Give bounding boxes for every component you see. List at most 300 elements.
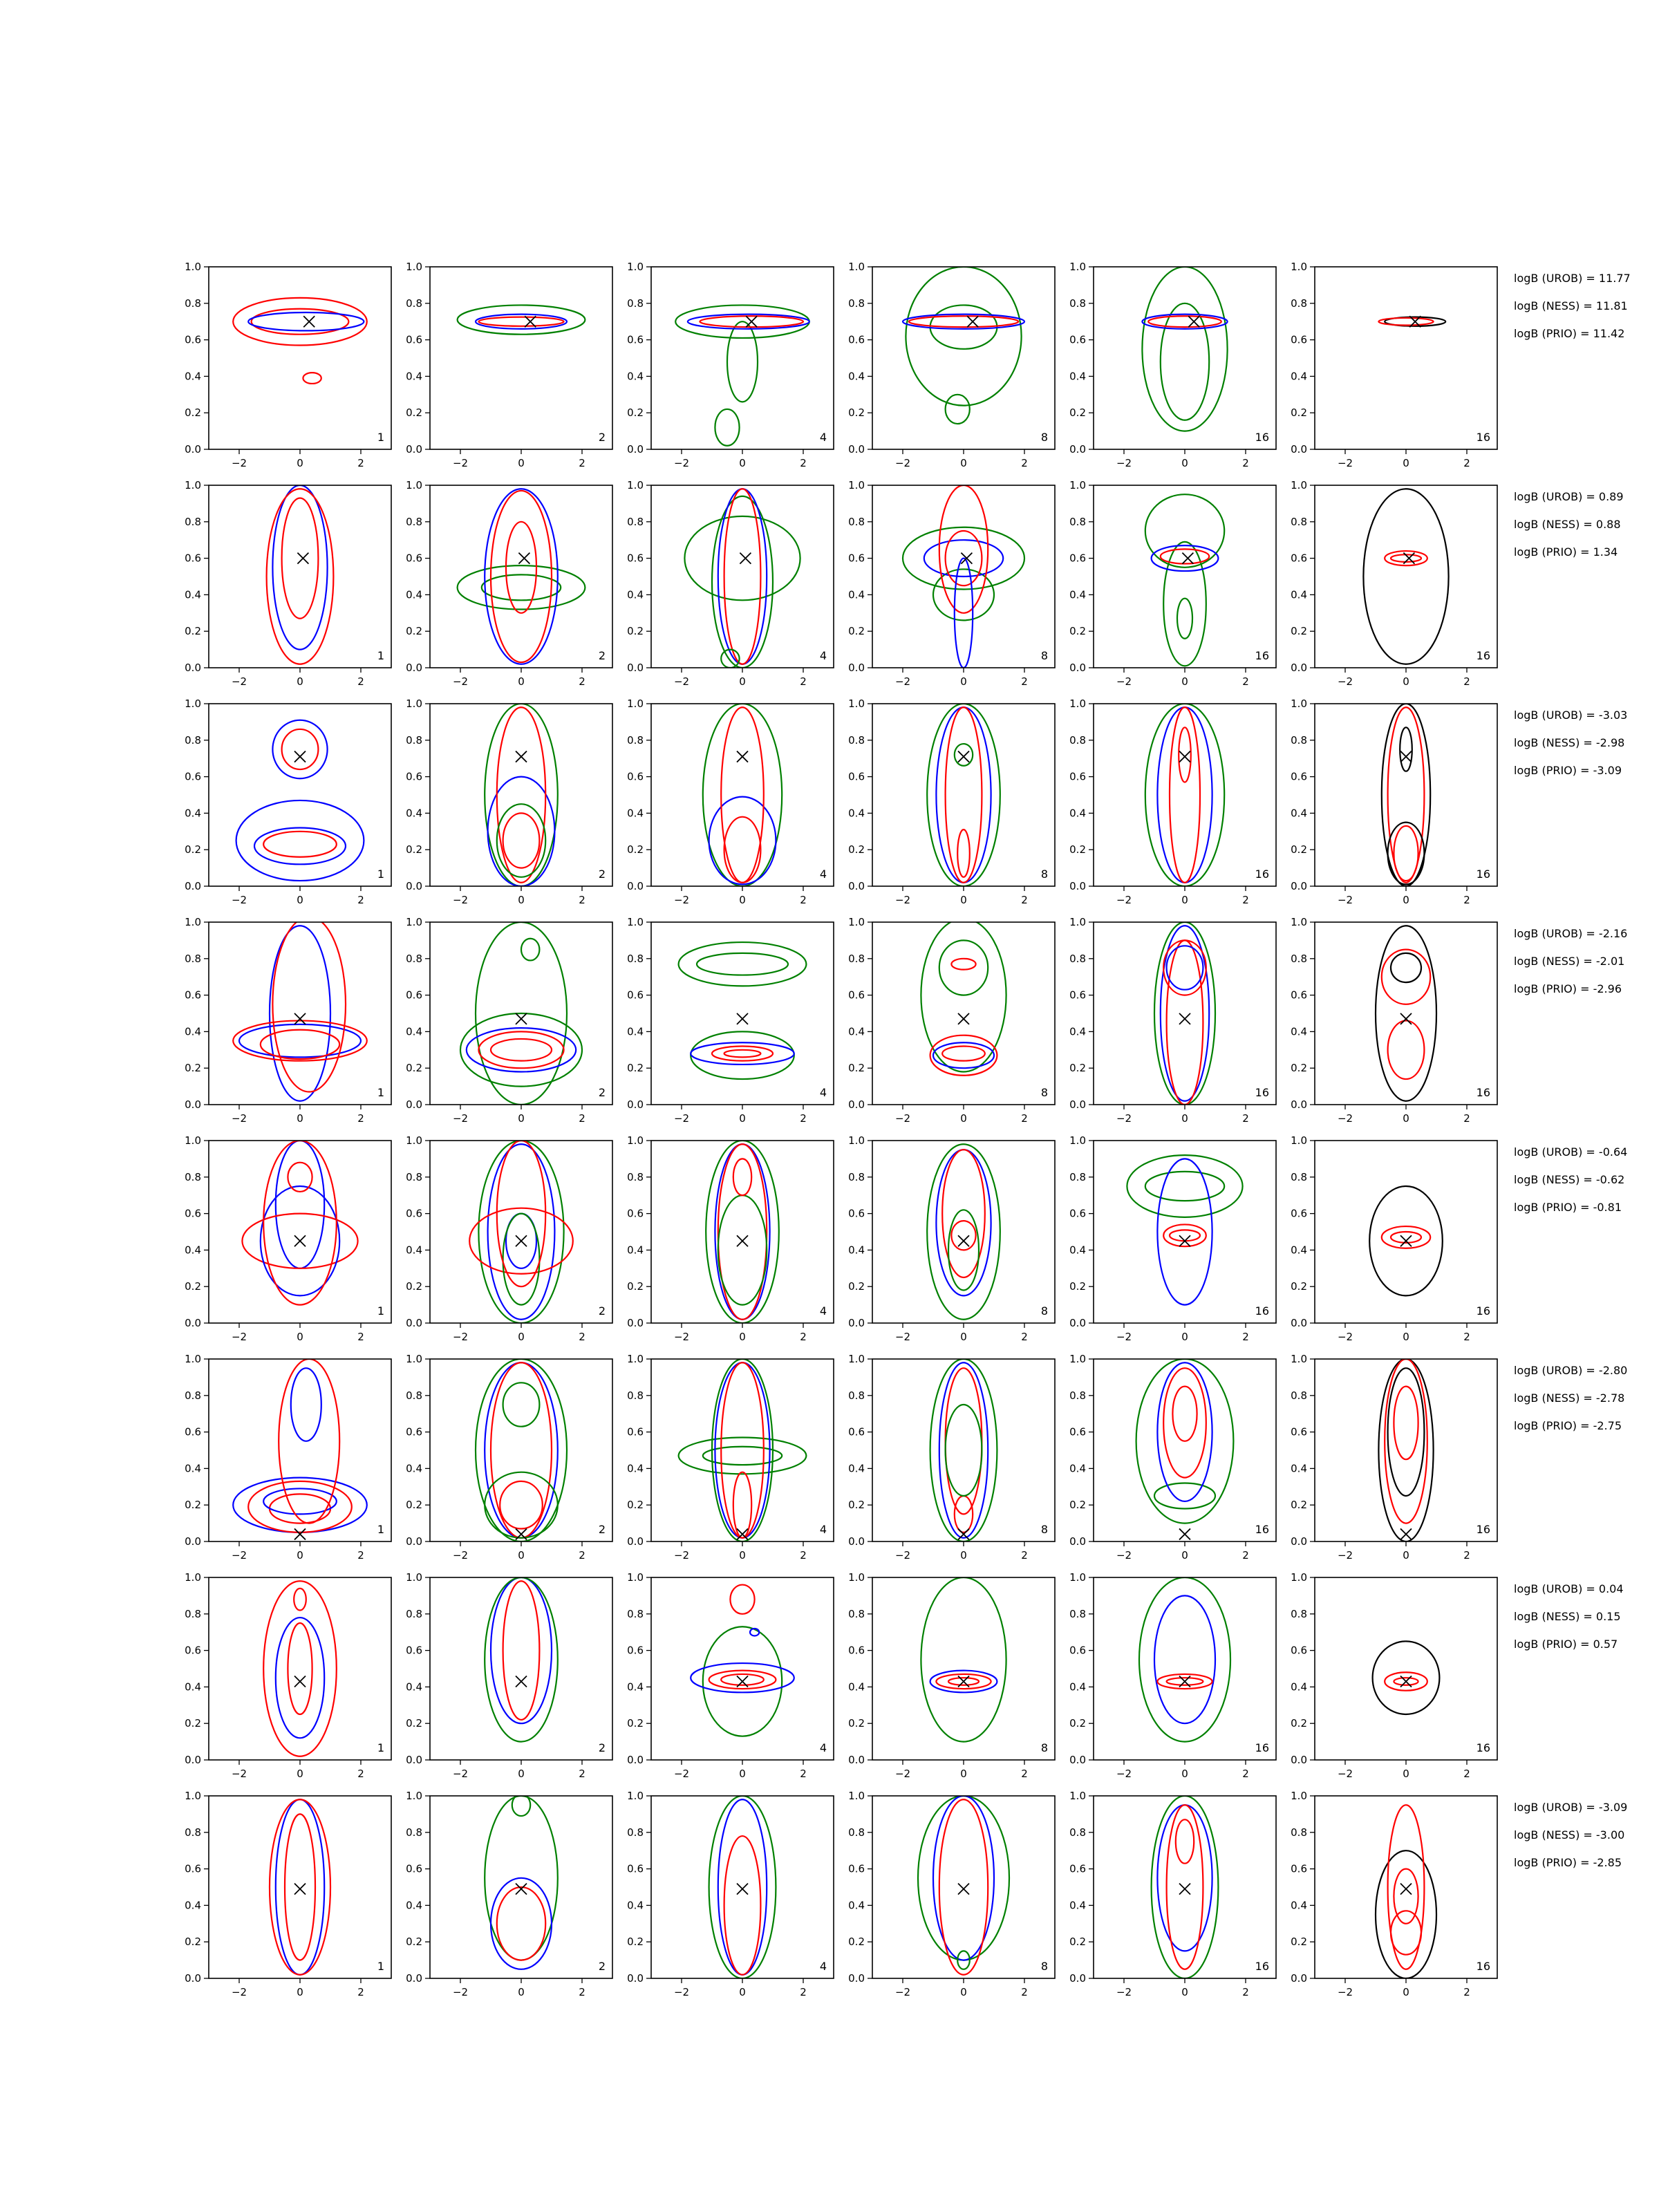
y-tick-label: 1.0 — [627, 1134, 644, 1147]
subplot-corner-label: 16 — [1476, 1960, 1490, 1973]
y-tick-label: 0.0 — [1069, 1972, 1086, 1985]
y-tick-label: 0.0 — [406, 1098, 422, 1111]
y-tick-label: 0.2 — [848, 406, 865, 420]
x-tick-label: −2 — [1337, 1986, 1353, 1998]
y-tick-label: 0.2 — [1291, 625, 1307, 638]
y-tick-label: 1.0 — [848, 916, 865, 928]
x-tick-label: 0 — [1403, 1768, 1409, 1780]
y-tick-label: 0.4 — [1069, 370, 1086, 383]
bayes-factor-label: logB (PRIO) = -0.81 — [1514, 1201, 1622, 1214]
bayes-factor-label: logB (PRIO) = -3.09 — [1514, 764, 1622, 777]
x-tick-label: 2 — [1242, 457, 1249, 469]
y-tick-label: 0.2 — [848, 1499, 865, 1512]
y-tick-label: 0.6 — [1291, 1862, 1307, 1875]
y-tick-label: 0.0 — [1291, 1098, 1307, 1111]
y-tick-label: 0.8 — [848, 1607, 865, 1620]
y-tick-label: 0.8 — [185, 952, 201, 965]
y-tick-label: 0.8 — [406, 952, 422, 965]
x-tick-label: 2 — [1242, 1331, 1249, 1343]
bayes-factor-label: logB (NESS) = -2.78 — [1514, 1391, 1625, 1405]
y-tick-label: 0.4 — [185, 1462, 201, 1475]
y-tick-label: 0.4 — [406, 588, 422, 601]
y-tick-label: 1.0 — [627, 1790, 644, 1802]
y-tick-label: 0.8 — [1291, 1389, 1307, 1402]
y-tick-label: 0.8 — [627, 1170, 644, 1183]
y-tick-label: 1.0 — [1291, 479, 1307, 491]
y-tick-label: 1.0 — [848, 261, 865, 273]
x-tick-label: 0 — [297, 1331, 303, 1343]
y-tick-label: 0.2 — [1069, 1717, 1086, 1730]
y-tick-label: 0.2 — [627, 406, 644, 420]
y-tick-label: 0.6 — [1069, 333, 1086, 346]
y-tick-label: 0.8 — [848, 1170, 865, 1183]
y-tick-label: 0.8 — [185, 515, 201, 528]
y-tick-label: 0.6 — [406, 770, 422, 783]
y-tick-label: 0.4 — [1291, 1462, 1307, 1475]
y-tick-label: 0.6 — [185, 770, 201, 783]
y-tick-label: 0.0 — [627, 1317, 644, 1329]
x-tick-label: 2 — [800, 1331, 807, 1343]
x-tick-label: −2 — [1116, 894, 1132, 906]
y-tick-label: 0.6 — [1291, 552, 1307, 565]
y-tick-label: 0.0 — [627, 1535, 644, 1548]
x-tick-label: −2 — [673, 675, 690, 688]
subplot-corner-label: 16 — [1476, 1523, 1490, 1536]
y-tick-label: 0.4 — [627, 1025, 644, 1038]
y-tick-label: 0.8 — [1069, 1389, 1086, 1402]
y-tick-label: 0.6 — [1069, 552, 1086, 565]
y-tick-label: 0.4 — [406, 1680, 422, 1694]
x-tick-label: −2 — [673, 1986, 690, 1998]
x-tick-label: −2 — [452, 675, 469, 688]
bayes-factor-label: logB (PRIO) = 11.42 — [1514, 327, 1625, 340]
x-tick-label: −2 — [1116, 675, 1132, 688]
x-tick-label: 0 — [1403, 1112, 1409, 1125]
x-tick-label: −2 — [452, 1768, 469, 1780]
x-tick-label: 2 — [1463, 1986, 1470, 1998]
y-tick-label: 0.8 — [1291, 952, 1307, 965]
subplot-corner-label: 1 — [377, 1960, 384, 1973]
y-tick-label: 0.8 — [1069, 515, 1086, 528]
y-tick-label: 0.2 — [406, 406, 422, 420]
x-tick-label: 0 — [297, 1768, 303, 1780]
y-tick-label: 0.4 — [848, 1899, 865, 1912]
x-tick-label: 0 — [1181, 1112, 1188, 1125]
y-tick-label: 1.0 — [185, 1353, 201, 1365]
x-tick-label: −2 — [894, 457, 911, 469]
y-tick-label: 0.8 — [185, 1170, 201, 1183]
y-tick-label: 1.0 — [1069, 261, 1086, 273]
y-tick-label: 0.4 — [185, 1680, 201, 1694]
y-tick-label: 0.2 — [1069, 625, 1086, 638]
y-tick-label: 1.0 — [185, 479, 201, 491]
y-tick-label: 0.2 — [1291, 1499, 1307, 1512]
subplot-corner-label: 8 — [1040, 1086, 1048, 1099]
x-tick-label: 2 — [357, 894, 364, 906]
y-tick-label: 0.8 — [848, 1389, 865, 1402]
x-tick-label: 2 — [579, 894, 585, 906]
y-tick-label: 0.6 — [406, 1207, 422, 1220]
y-tick-label: 0.0 — [1069, 1535, 1086, 1548]
y-tick-label: 0.6 — [1069, 988, 1086, 1002]
x-tick-label: 0 — [1403, 457, 1409, 469]
y-tick-label: 0.2 — [627, 1717, 644, 1730]
y-tick-label: 0.2 — [848, 843, 865, 856]
subplot-corner-label: 1 — [377, 649, 384, 662]
y-tick-label: 0.2 — [185, 625, 201, 638]
x-tick-label: 0 — [739, 1768, 746, 1780]
y-tick-label: 0.6 — [406, 333, 422, 346]
x-tick-label: −2 — [673, 1331, 690, 1343]
y-tick-label: 0.4 — [406, 370, 422, 383]
x-tick-label: −2 — [231, 1549, 247, 1562]
y-tick-label: 1.0 — [406, 1790, 422, 1802]
subplot-corner-label: 16 — [1255, 868, 1269, 881]
subplot-corner-label: 4 — [819, 649, 827, 662]
y-tick-label: 0.4 — [185, 370, 201, 383]
bayes-factor-label: logB (UROB) = -0.64 — [1514, 1145, 1628, 1159]
y-tick-label: 0.6 — [1069, 770, 1086, 783]
x-tick-label: 2 — [1021, 1331, 1028, 1343]
bayes-factor-label: logB (NESS) = 0.15 — [1514, 1610, 1621, 1623]
y-tick-label: 0.0 — [848, 1754, 865, 1766]
x-tick-label: −2 — [894, 1768, 911, 1780]
y-tick-label: 0.4 — [185, 1244, 201, 1257]
y-tick-label: 1.0 — [1291, 1134, 1307, 1147]
y-tick-label: 0.2 — [406, 625, 422, 638]
y-tick-label: 0.6 — [185, 1862, 201, 1875]
x-tick-label: −2 — [673, 1549, 690, 1562]
subplot-corner-label: 4 — [819, 1304, 827, 1318]
y-tick-label: 0.8 — [406, 1170, 422, 1183]
y-tick-label: 1.0 — [1069, 697, 1086, 710]
y-tick-label: 0.2 — [1291, 1280, 1307, 1293]
y-tick-label: 0.8 — [848, 733, 865, 747]
y-tick-label: 0.0 — [848, 1535, 865, 1548]
x-tick-label: −2 — [673, 1768, 690, 1780]
y-tick-label: 0.2 — [1069, 1280, 1086, 1293]
x-tick-label: 0 — [1181, 675, 1188, 688]
subplot-corner-label: 4 — [819, 868, 827, 881]
y-tick-label: 0.0 — [185, 1098, 201, 1111]
y-tick-label: 0.4 — [1291, 370, 1307, 383]
y-tick-label: 0.0 — [627, 1754, 644, 1766]
bayes-factor-label: logB (UROB) = -2.80 — [1514, 1364, 1628, 1377]
x-tick-label: 0 — [960, 1768, 967, 1780]
y-tick-label: 0.4 — [406, 807, 422, 820]
y-tick-label: 0.0 — [406, 1972, 422, 1985]
subplot-corner-label: 16 — [1476, 649, 1490, 662]
y-tick-label: 0.6 — [1291, 1207, 1307, 1220]
y-tick-label: 0.4 — [406, 1899, 422, 1912]
y-tick-label: 0.6 — [1069, 1425, 1086, 1438]
x-tick-label: 0 — [960, 1331, 967, 1343]
y-tick-label: 0.4 — [1069, 1462, 1086, 1475]
y-tick-label: 1.0 — [1069, 916, 1086, 928]
y-tick-label: 0.4 — [1291, 1899, 1307, 1912]
y-tick-label: 0.4 — [848, 1462, 865, 1475]
x-tick-label: 2 — [800, 1112, 807, 1125]
y-tick-label: 0.8 — [1069, 1170, 1086, 1183]
y-tick-label: 0.0 — [1069, 1317, 1086, 1329]
x-tick-label: −2 — [1116, 1331, 1132, 1343]
x-tick-label: 0 — [1181, 894, 1188, 906]
x-tick-label: −2 — [452, 1112, 469, 1125]
y-tick-label: 0.4 — [848, 588, 865, 601]
x-tick-label: −2 — [231, 675, 247, 688]
x-tick-label: −2 — [1337, 1112, 1353, 1125]
subplot-corner-label: 2 — [598, 1086, 606, 1099]
y-tick-label: 0.0 — [406, 443, 422, 456]
y-tick-label: 0.2 — [406, 1280, 422, 1293]
y-tick-label: 0.6 — [185, 1644, 201, 1657]
y-tick-label: 1.0 — [1069, 1790, 1086, 1802]
y-tick-label: 0.2 — [1069, 1062, 1086, 1075]
y-tick-label: 0.6 — [627, 1644, 644, 1657]
x-tick-label: −2 — [231, 457, 247, 469]
bayes-factor-label: logB (PRIO) = -2.85 — [1514, 1856, 1622, 1869]
subplot-corner-label: 1 — [377, 868, 384, 881]
y-tick-label: 0.2 — [627, 1936, 644, 1949]
x-tick-label: 0 — [518, 1331, 525, 1343]
y-tick-label: 0.6 — [1069, 1862, 1086, 1875]
subplot-corner-label: 1 — [377, 1523, 384, 1536]
y-tick-label: 1.0 — [406, 697, 422, 710]
y-tick-label: 0.6 — [1291, 1644, 1307, 1657]
bayes-factor-label: logB (NESS) = -2.98 — [1514, 736, 1625, 749]
y-tick-label: 0.8 — [627, 1607, 644, 1620]
y-tick-label: 1.0 — [1291, 1790, 1307, 1802]
bayes-factor-label: logB (PRIO) = 0.57 — [1514, 1638, 1618, 1651]
y-tick-label: 0.4 — [1069, 588, 1086, 601]
x-tick-label: −2 — [1116, 1986, 1132, 1998]
bayes-factor-label: logB (UROB) = 0.04 — [1514, 1582, 1624, 1595]
y-tick-label: 0.2 — [1291, 1717, 1307, 1730]
y-tick-label: 0.6 — [406, 988, 422, 1002]
x-tick-label: −2 — [1116, 1112, 1132, 1125]
y-tick-label: 0.8 — [406, 733, 422, 747]
x-tick-label: 2 — [800, 894, 807, 906]
y-tick-label: 0.8 — [848, 297, 865, 310]
bayes-factor-label: logB (UROB) = -3.03 — [1514, 709, 1628, 722]
y-tick-label: 1.0 — [848, 1353, 865, 1365]
x-tick-label: 2 — [1463, 1331, 1470, 1343]
y-tick-label: 0.4 — [1069, 1899, 1086, 1912]
x-tick-label: 0 — [518, 457, 525, 469]
y-tick-label: 0.2 — [185, 1062, 201, 1075]
y-tick-label: 0.8 — [1069, 952, 1086, 965]
x-tick-label: 2 — [579, 1331, 585, 1343]
y-tick-label: 1.0 — [406, 1353, 422, 1365]
subplot-corner-label: 1 — [377, 1304, 384, 1318]
y-tick-label: 0.2 — [185, 1280, 201, 1293]
y-tick-label: 0.4 — [185, 1899, 201, 1912]
x-tick-label: 2 — [1463, 894, 1470, 906]
y-tick-label: 1.0 — [406, 261, 422, 273]
x-tick-label: 0 — [518, 1112, 525, 1125]
y-tick-label: 0.0 — [185, 1754, 201, 1766]
bayes-factor-label: logB (PRIO) = -2.75 — [1514, 1419, 1622, 1432]
y-tick-label: 1.0 — [1291, 1571, 1307, 1584]
y-tick-label: 0.2 — [627, 1062, 644, 1075]
subplot-corner-label: 2 — [598, 1960, 606, 1973]
y-tick-label: 0.6 — [848, 988, 865, 1002]
x-tick-label: 2 — [800, 457, 807, 469]
y-tick-label: 0.2 — [627, 625, 644, 638]
x-tick-label: −2 — [673, 1112, 690, 1125]
x-tick-label: 2 — [1463, 1112, 1470, 1125]
x-tick-label: 0 — [1181, 1986, 1188, 1998]
y-tick-label: 0.4 — [1069, 1680, 1086, 1694]
y-tick-label: 0.2 — [848, 1936, 865, 1949]
y-tick-label: 0.8 — [406, 297, 422, 310]
y-tick-label: 0.4 — [185, 1025, 201, 1038]
x-tick-label: 2 — [1021, 1986, 1028, 1998]
y-tick-label: 0.0 — [185, 662, 201, 674]
y-tick-label: 0.8 — [1069, 297, 1086, 310]
y-tick-label: 0.0 — [848, 880, 865, 892]
x-tick-label: 0 — [297, 457, 303, 469]
y-tick-label: 0.0 — [1291, 1972, 1307, 1985]
y-tick-label: 0.6 — [1291, 770, 1307, 783]
subplot-corner-label: 1 — [377, 1086, 384, 1099]
y-tick-label: 0.8 — [406, 1389, 422, 1402]
x-tick-label: 0 — [1181, 457, 1188, 469]
y-tick-label: 0.0 — [848, 662, 865, 674]
y-tick-label: 1.0 — [185, 1134, 201, 1147]
y-tick-label: 0.6 — [627, 988, 644, 1002]
x-tick-label: 0 — [518, 675, 525, 688]
y-tick-label: 0.0 — [406, 662, 422, 674]
y-tick-label: 0.0 — [185, 1972, 201, 1985]
subplot-corner-label: 16 — [1476, 1304, 1490, 1318]
bayes-factor-label: logB (PRIO) = 1.34 — [1514, 545, 1618, 559]
x-tick-label: 0 — [739, 457, 746, 469]
y-tick-label: 0.0 — [1291, 443, 1307, 456]
y-tick-label: 0.2 — [406, 1717, 422, 1730]
y-tick-label: 0.6 — [848, 770, 865, 783]
x-tick-label: 0 — [739, 894, 746, 906]
subplot-corner-label: 4 — [819, 1523, 827, 1536]
y-tick-label: 0.0 — [1069, 662, 1086, 674]
y-tick-label: 0.2 — [627, 1499, 644, 1512]
y-tick-label: 0.0 — [1291, 880, 1307, 892]
subplot-corner-label: 16 — [1476, 431, 1490, 444]
y-tick-label: 1.0 — [185, 916, 201, 928]
subplot-corner-label: 16 — [1476, 1086, 1490, 1099]
y-tick-label: 0.4 — [848, 807, 865, 820]
x-tick-label: −2 — [1337, 1768, 1353, 1780]
x-tick-label: 0 — [1403, 1549, 1409, 1562]
y-tick-label: 0.6 — [848, 1644, 865, 1657]
y-tick-label: 0.0 — [848, 443, 865, 456]
y-tick-label: 0.2 — [185, 843, 201, 856]
subplot-corner-label: 8 — [1040, 649, 1048, 662]
y-tick-label: 0.6 — [848, 333, 865, 346]
subplot-corner-label: 2 — [598, 1741, 606, 1754]
x-tick-label: 0 — [1403, 1986, 1409, 1998]
x-tick-label: 2 — [357, 1986, 364, 1998]
y-tick-label: 0.6 — [848, 1207, 865, 1220]
subplot-corner-label: 1 — [377, 1741, 384, 1754]
x-tick-label: 2 — [1463, 675, 1470, 688]
subplot-corner-label: 2 — [598, 868, 606, 881]
y-tick-label: 1.0 — [848, 1790, 865, 1802]
x-tick-label: −2 — [231, 1768, 247, 1780]
x-tick-label: 2 — [579, 1768, 585, 1780]
x-tick-label: 0 — [1403, 675, 1409, 688]
y-tick-label: 0.8 — [406, 1607, 422, 1620]
y-tick-label: 0.6 — [627, 1207, 644, 1220]
y-tick-label: 0.4 — [406, 1244, 422, 1257]
x-tick-label: −2 — [1116, 457, 1132, 469]
y-tick-label: 0.2 — [406, 1499, 422, 1512]
subplot-corner-label: 2 — [598, 431, 606, 444]
y-tick-label: 0.6 — [406, 1425, 422, 1438]
x-tick-label: 0 — [739, 675, 746, 688]
x-tick-label: −2 — [452, 457, 469, 469]
x-tick-label: 0 — [297, 1549, 303, 1562]
y-tick-label: 1.0 — [627, 697, 644, 710]
y-tick-label: 0.4 — [627, 370, 644, 383]
y-tick-label: 0.0 — [406, 1754, 422, 1766]
y-tick-label: 0.8 — [848, 515, 865, 528]
x-tick-label: 2 — [1242, 1549, 1249, 1562]
y-tick-label: 0.8 — [627, 952, 644, 965]
y-tick-label: 0.6 — [406, 1862, 422, 1875]
x-tick-label: −2 — [1337, 1331, 1353, 1343]
y-tick-label: 0.0 — [627, 443, 644, 456]
y-tick-label: 0.4 — [1291, 1680, 1307, 1694]
y-tick-label: 0.8 — [1291, 733, 1307, 747]
y-tick-label: 0.2 — [848, 625, 865, 638]
y-tick-label: 1.0 — [848, 697, 865, 710]
y-tick-label: 0.4 — [848, 1680, 865, 1694]
y-tick-label: 0.4 — [1291, 1025, 1307, 1038]
x-tick-label: 0 — [1181, 1549, 1188, 1562]
x-tick-label: −2 — [452, 1549, 469, 1562]
x-tick-label: −2 — [1116, 1549, 1132, 1562]
x-tick-label: 0 — [739, 1112, 746, 1125]
x-tick-label: −2 — [231, 894, 247, 906]
y-tick-label: 0.6 — [627, 770, 644, 783]
y-tick-label: 0.8 — [627, 1826, 644, 1839]
x-tick-label: 0 — [960, 1112, 967, 1125]
x-tick-label: 0 — [960, 894, 967, 906]
x-tick-label: 0 — [960, 1549, 967, 1562]
y-tick-label: 0.4 — [627, 1462, 644, 1475]
x-tick-label: 0 — [960, 1986, 967, 1998]
subplot-corner-label: 16 — [1255, 1741, 1269, 1754]
x-tick-label: 0 — [297, 894, 303, 906]
x-tick-label: 2 — [357, 1549, 364, 1562]
y-tick-label: 0.8 — [1291, 515, 1307, 528]
y-tick-label: 0.0 — [185, 880, 201, 892]
y-tick-label: 0.2 — [406, 1062, 422, 1075]
y-tick-label: 0.2 — [1069, 1936, 1086, 1949]
y-tick-label: 0.6 — [848, 1425, 865, 1438]
x-tick-label: 0 — [297, 1112, 303, 1125]
y-tick-label: 0.6 — [1069, 1644, 1086, 1657]
y-tick-label: 0.6 — [627, 1862, 644, 1875]
y-tick-label: 0.4 — [848, 1244, 865, 1257]
subplot-corner-label: 16 — [1255, 1523, 1269, 1536]
bayes-factor-label: logB (PRIO) = -2.96 — [1514, 982, 1622, 995]
y-tick-label: 0.4 — [1291, 1244, 1307, 1257]
y-tick-label: 0.4 — [185, 807, 201, 820]
x-tick-label: 0 — [960, 457, 967, 469]
x-tick-label: 2 — [1242, 1768, 1249, 1780]
